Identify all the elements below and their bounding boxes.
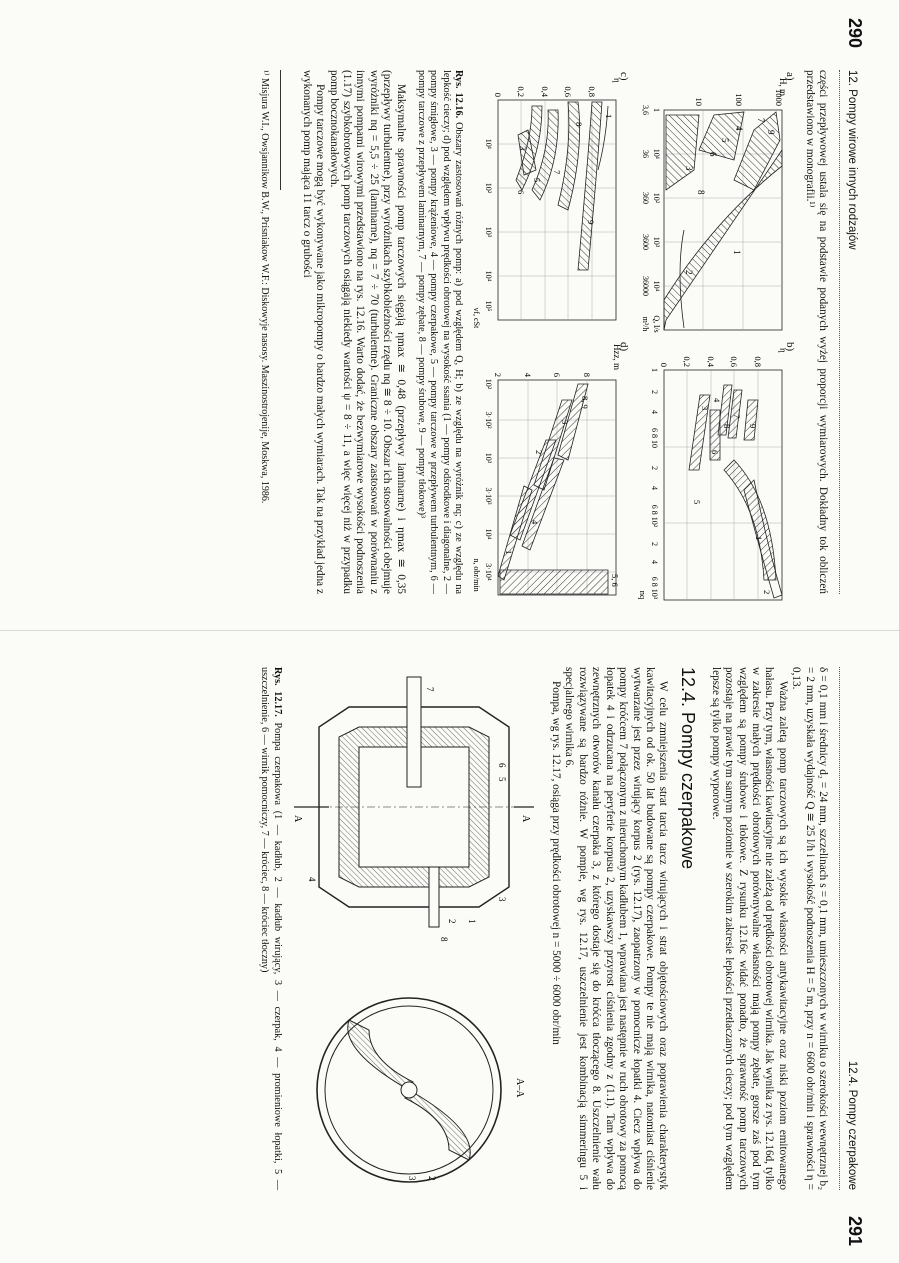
svg-text:100: 100 xyxy=(734,93,745,106)
svg-text:5, 6: 5, 6 xyxy=(610,574,621,587)
svg-text:2: 2 xyxy=(534,450,545,455)
svg-text:6: 6 xyxy=(710,450,721,455)
panel-a-region-5 xyxy=(666,115,699,190)
cross-section-part-numbers xyxy=(407,1176,437,1181)
svg-text:3·10³: 3·10³ xyxy=(484,487,494,505)
panel-d-chart xyxy=(470,340,631,610)
panel-a-yticks xyxy=(694,89,784,106)
svg-text:1: 1 xyxy=(652,108,662,112)
cross-part-number-2: 2 xyxy=(426,1176,437,1181)
panel-b-xticks xyxy=(650,368,659,600)
panel-d-ylabel: Hzz, m xyxy=(612,344,623,370)
left-paragraph-1: części przepływowej ustala się na podstawie podanych wyżej proporcji wymiarowych. Dokładny tok obliczeń przedstawiono w monografii.¹⁾ xyxy=(803,70,829,594)
svg-text:10¹: 10¹ xyxy=(484,138,494,150)
figure-12-17-caption xyxy=(258,667,283,1190)
svg-text:6 8 10²: 6 8 10² xyxy=(650,504,660,528)
part-number-6: 6 xyxy=(496,763,507,768)
svg-text:36: 36 xyxy=(641,150,651,158)
panel-a-ylabel: H, m xyxy=(778,78,789,96)
svg-text:2: 2 xyxy=(650,542,660,546)
svg-text:10²: 10² xyxy=(652,192,662,204)
svg-text:8: 8 xyxy=(722,424,733,429)
svg-text:8: 8 xyxy=(582,372,593,377)
right-running-head xyxy=(839,667,865,1246)
left-running-head-text: 12. Pompy wirowe innych rodzajów xyxy=(846,70,858,250)
panel-d-xticks xyxy=(484,379,493,581)
right-page-number: 291 xyxy=(845,1215,865,1246)
panel-c-yticks xyxy=(493,86,597,97)
left-running-head xyxy=(839,18,865,594)
svg-text:10²: 10² xyxy=(484,182,494,194)
svg-text:1: 1 xyxy=(754,536,765,541)
panel-a-num-4: 4 xyxy=(734,126,745,131)
svg-text:0,8: 0,8 xyxy=(587,86,598,97)
svg-text:10³: 10³ xyxy=(484,452,494,464)
panel-a-num-1: 1 xyxy=(732,250,743,255)
fig-12-16-panel-a xyxy=(636,70,797,340)
figure-12-17-caption-label: Rys. 12.17. xyxy=(271,667,283,717)
left-page xyxy=(0,0,899,631)
left-paragraph-2: Maksymalne sprawności pomp tarczowych sięgają ηmax ≅ 0,48 (przepływy laminarne) i ηmax ≅ 0,35 (przepływy turbulentne), przy wyróżnikach szybkobieżności rzędu nq ≅ 8 ÷ 10. Obszar ich stosowalności obejmuje wyróżniki nq = 5,5 ÷ 25 (laminarne), nq = 7 ÷ 70 (turbulentne). Graniczne obszary zastosowań w porównaniu z innymi pompami wirowymi przedstawiono na rys. 12.16. Warto dodać, że bezwymiarowe wysokości podnoszenia (1.17) szybkobrotowych pomp tarczowych osiągają niekiedy wartości ψ = 8 ÷ 11, a więc więcej niż w przypadku pomp bocznokanałowych. xyxy=(327,70,407,594)
panel-a-label: a) xyxy=(784,72,797,81)
svg-text:8, 9: 8, 9 xyxy=(580,396,591,409)
footnote: ¹⁾ Misjura W.I., Owsjannikow B.W., Prisniakow W.F.: Diskowyje nasosy. Maszinostrojenije, Moskwa, 1986. xyxy=(259,70,271,504)
svg-text:10⁴: 10⁴ xyxy=(484,528,494,540)
panel-c-xticks xyxy=(484,139,493,312)
panel-c-ylabel: η xyxy=(612,78,623,83)
svg-text:2: 2 xyxy=(650,390,660,394)
svg-text:10⁴: 10⁴ xyxy=(652,280,662,292)
svg-text:4: 4 xyxy=(523,372,534,377)
svg-text:3,6: 3,6 xyxy=(641,105,651,115)
scoop-blade xyxy=(405,1090,470,1160)
svg-text:3·10⁴: 3·10⁴ xyxy=(484,563,494,581)
part-number-8: 8 xyxy=(438,937,449,942)
svg-text:3600: 3600 xyxy=(641,234,651,250)
svg-text:9: 9 xyxy=(748,424,759,429)
svg-text:8: 8 xyxy=(574,122,585,127)
svg-text:10: 10 xyxy=(694,97,705,106)
panel-a-region-4 xyxy=(699,112,744,160)
svg-text:0,6: 0,6 xyxy=(563,86,574,97)
svg-text:9: 9 xyxy=(586,220,597,225)
right-paragraph-3: W celu zmniejszenia strat tarcia tarcz wirujących i strat objętościowych oraz poprawienia charakterystyk kawitacyjnych od ok. 50 lat budowane są pompy czerpakowe. Pompy te nie mają wirnika, natomiast ciśnienie wytwarzane jest przez wirujący korpus 2 (rys. 12.17), zaopatrzony w pomocnicze łopatki 4. Ciecz wpływa do pompy króćcem 7 połączonym z nieruchomym kadłubem 1, wprawiana jest następnie w ruch obrotowy za pomocą łopatek 4 i odrzucana na peryferie korpusu 2, uzyskawszy przyrost ciśnienia zgodny z (1.1). Tam wpływa do zewnętrznych otworów kanału czerpaka 3, z którego dostaje się do króćca tłoczącego 8. Uszczelnienie wału rozwiązywane są bardzo różnie. W pompie, wg rys. 12.17, uszczelnienie jest kombinacją simmeringu 5 i specjalnego wirnika 6. xyxy=(563,667,670,1190)
right-page xyxy=(0,631,899,1262)
svg-text:7: 7 xyxy=(732,414,743,419)
panel-d-xlabel: n, obr/min xyxy=(472,558,482,592)
pump-outlet-pipe xyxy=(429,867,439,927)
panel-d-grid xyxy=(498,380,616,595)
panel-b-label: b) xyxy=(784,342,797,352)
section-cut-label-top: A xyxy=(519,815,531,823)
svg-text:1: 1 xyxy=(604,114,615,119)
part-number-7: 7 xyxy=(424,687,435,692)
svg-text:7: 7 xyxy=(552,170,563,175)
svg-text:0,2: 0,2 xyxy=(516,86,527,97)
fig-12-16-panel-d xyxy=(470,340,631,610)
svg-text:m³/h: m³/h xyxy=(641,316,651,332)
panel-a-num-7: 7 xyxy=(756,118,767,123)
pump-inlet-pipe xyxy=(407,677,421,787)
svg-text:1000: 1000 xyxy=(774,89,785,106)
panel-d-region-5-6 xyxy=(500,570,608,594)
svg-text:2: 2 xyxy=(493,372,504,377)
svg-text:3: 3 xyxy=(518,146,529,151)
svg-text:4: 4 xyxy=(650,560,660,564)
panel-a-num-9: 9 xyxy=(766,130,777,135)
fig-12-16-panel-b xyxy=(636,340,797,610)
panel-a-xticks xyxy=(652,108,661,333)
svg-text:4: 4 xyxy=(650,410,660,414)
svg-text:1: 1 xyxy=(650,368,660,372)
svg-text:10⁵: 10⁵ xyxy=(484,300,494,312)
figure-12-16-caption xyxy=(415,70,465,594)
svg-text:10³: 10³ xyxy=(652,236,662,248)
svg-text:3: 3 xyxy=(700,406,711,411)
cross-part-number-3: 3 xyxy=(406,1176,417,1181)
svg-text:0,2: 0,2 xyxy=(682,356,693,367)
panel-d-label: d) xyxy=(618,342,631,352)
panel-a-xticks-2 xyxy=(641,105,650,331)
svg-text:6: 6 xyxy=(516,190,527,195)
panel-c-label: c) xyxy=(618,72,631,81)
panel-c-chart xyxy=(470,70,631,340)
figure-12-16-caption-label: Rys. 12.16. xyxy=(453,70,465,119)
part-number-1: 1 xyxy=(466,919,477,924)
part-number-3: 3 xyxy=(496,897,507,902)
svg-text:6 8 10³: 6 8 10³ xyxy=(650,576,660,600)
panel-c-xlabel: νf, cSt xyxy=(472,307,482,329)
section-view-label: A–A xyxy=(513,1078,525,1098)
svg-text:6 8 10: 6 8 10 xyxy=(650,428,660,448)
fig-12-17-section-view xyxy=(289,667,539,957)
panel-b-chart xyxy=(636,340,797,610)
panel-a-num-3: 3 xyxy=(684,166,695,171)
svg-text:2: 2 xyxy=(650,466,660,470)
part-number-2: 2 xyxy=(446,919,457,924)
svg-text:1: 1 xyxy=(504,550,515,555)
panel-a-chart xyxy=(636,70,797,340)
footnote-rule xyxy=(280,70,281,190)
svg-text:0: 0 xyxy=(659,362,670,367)
svg-text:0,4: 0,4 xyxy=(540,86,551,97)
figure-12-16-bottom-row xyxy=(470,70,631,594)
svg-text:10²: 10² xyxy=(484,378,494,390)
cross-section-hub xyxy=(401,1082,417,1098)
right-paragraph-1: δ = 0,1 mm i średnicy d₂ = 24 mm, szczelinach s = 0,1 mm, umieszczonych w wirniku o szerokości wewnętrznej b₂ = 2 mm, uzyskała wydajność Q ≅ 25 l/h i wysokość podnoszenia H = 5 m, przy n = 6600 obr/min i sprawności η = 0,13. xyxy=(790,667,829,1190)
svg-text:10⁴: 10⁴ xyxy=(484,270,494,282)
svg-text:0,6: 0,6 xyxy=(729,356,740,367)
panel-c-region-8 xyxy=(558,102,580,210)
figure-12-17-caption-text: Pompa czerpakowa (1 — kadłub, 2 — kadłub wirujący, 3 — czerpak, 4 — promieniowe łopatki, 5 — uszczelnienie, 6 — wirnik pomocniczy, 7 — króciec, 8 — króciec tłoczny) xyxy=(259,667,283,1191)
panel-c-region-9 xyxy=(578,102,602,270)
part-number-5: 5 xyxy=(496,777,507,782)
right-paragraph-4: Pompa, wg rys. 12.17, osiąga przy prędkości obrotowej n = 5000 ÷ 6000 obr/min xyxy=(550,681,563,1045)
svg-text:4: 4 xyxy=(712,398,723,403)
part-number-4: 4 xyxy=(306,877,317,882)
svg-text:0,8: 0,8 xyxy=(753,356,764,367)
svg-text:4: 4 xyxy=(650,486,660,490)
panel-a-num-2: 2 xyxy=(684,270,695,275)
left-paragraph-3: Pompy tarczowe mogą być wykonywane jako mikropompy o bardzo małych wymiarach. Tak na przykład jedna z wykonanych pomp mająca 11 tarcz o grubości xyxy=(300,70,327,594)
figure-12-16-top-row xyxy=(636,70,797,600)
right-running-head-text: 12.4. Pompy czerpakowe xyxy=(846,1060,858,1190)
panel-b-region-9 xyxy=(744,400,758,440)
panel-a-num-6: 6 xyxy=(708,152,719,157)
panel-a-num-8: 8 xyxy=(696,190,707,195)
svg-text:0,4: 0,4 xyxy=(706,356,717,367)
svg-text:5: 5 xyxy=(692,500,703,505)
section-title: 12.4. Pompy czerpakowe xyxy=(678,667,699,870)
svg-text:3·10²: 3·10² xyxy=(484,411,494,429)
section-cut-label-bottom: A xyxy=(291,815,303,823)
figure-12-16-caption-text: Obszary zastosowań różnych pomp: a) pod względem Q, H; b) ze względu na wyróżnik nq; c) ze względu na lepkość cieczy; d) pod względem wpływu prędkości obrotowej na wysokość ssania (1 — pompy odśrodkowe i diagonalne, 2 — pompy śmigłowe, 3 — pompy krążeniowe, 4 — pompy czerpakowe, 5 — pompy tarczowe w przepływem turbulentnym, 6 — pompy tarczowe z przepływem laminarnym, 7 — pompy zębate, 8 — pompy śrubowe, 9 — pompy tłokowe)³ xyxy=(415,70,465,595)
panel-a-num-5: 5 xyxy=(720,138,731,143)
panel-b-xlabel: nq xyxy=(638,590,649,600)
svg-text:4: 4 xyxy=(530,520,541,525)
svg-text:10¹: 10¹ xyxy=(652,148,662,160)
svg-text:0: 0 xyxy=(493,92,504,97)
panel-b-ylabel: η xyxy=(778,348,789,353)
left-page-number: 290 xyxy=(845,18,865,49)
fig-12-16-panel-c xyxy=(470,70,631,340)
panel-d-yticks xyxy=(493,373,592,378)
svg-text:Q, l/s: Q, l/s xyxy=(652,315,662,333)
svg-text:360: 360 xyxy=(641,192,651,204)
svg-text:6: 6 xyxy=(552,372,563,377)
svg-text:10³: 10³ xyxy=(484,226,494,238)
svg-text:2: 2 xyxy=(762,590,773,595)
svg-text:36000: 36000 xyxy=(641,276,651,296)
svg-text:5: 5 xyxy=(532,178,543,183)
scoop-blade-opposite xyxy=(347,1020,412,1090)
panel-b-yticks xyxy=(659,356,763,367)
svg-text:3: 3 xyxy=(560,420,571,425)
panel-b-region-1 xyxy=(724,460,776,580)
right-paragraph-2: Ważna zaletą pomp tarczowych są ich wysokie własności antykawitacyjne oraz niski poziom emitowanego hałasu. Przy tym, własności kawitacyjne nie zależą od prędkości obrotowej wirnika. Jak wynika z rys. 12.16d, tylko w zakresie małych prędkości obrotowych porównywalne własności mają pompy zębate, gorsze zaś pod tym względem są pompy śrubowe i tłokowe. Z rysunku 12.16c widać ponadto, że sprawność pomp tarczowych pozostaje na prawie tym samym poziomie w szerokim zakresie lepkości przetłaczanych cieczy; pod tym względem lepsze są tylko pompy wyporowe. xyxy=(709,667,789,1190)
figure-12-17 xyxy=(289,667,539,1190)
fig-12-17-cross-section xyxy=(289,990,539,1190)
